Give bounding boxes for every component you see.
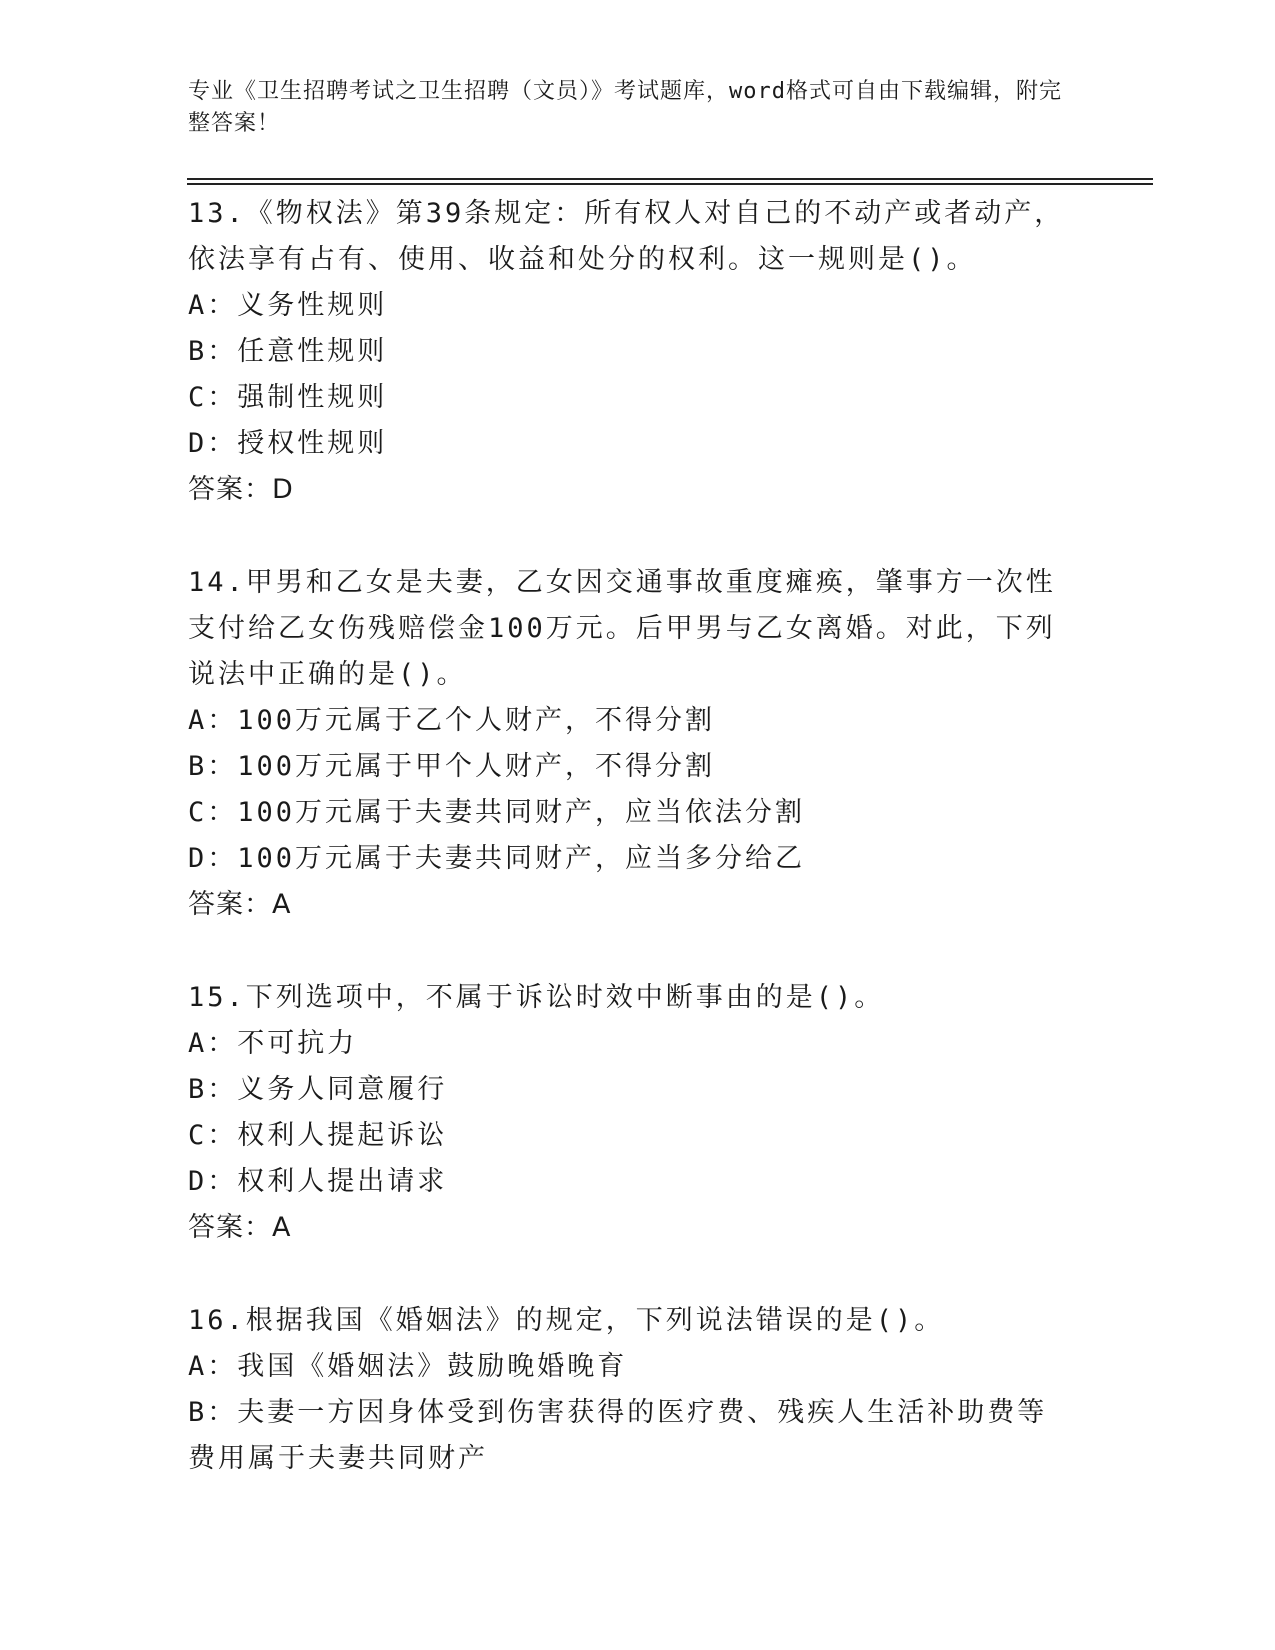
answer-text: 答案：D — [188, 474, 294, 505]
question-15 — [188, 975, 1068, 1251]
option-c: C：100万元属于夫妻共同财产，应当依法分割 — [188, 797, 806, 828]
option-a: A：义务性规则 — [188, 290, 388, 321]
question-13 — [188, 191, 1068, 513]
option-d: D：授权性规则 — [188, 428, 388, 459]
option-d: D：100万元属于夫妻共同财产，应当多分给乙 — [188, 843, 806, 874]
question-16 — [188, 1298, 1068, 1482]
question-stem: 16.根据我国《婚姻法》的规定，下列说法错误的是()。 — [188, 1305, 945, 1336]
answer-text: 答案：A — [188, 889, 292, 920]
header-divider-bottom — [187, 183, 1153, 185]
option-b: B：任意性规则 — [188, 336, 388, 367]
option-a: A：我国《婚姻法》鼓励晚婚晚育 — [188, 1351, 628, 1382]
option-b: B：夫妻一方因身体受到伤害获得的医疗费、残疾人生活补助费等费用属于夫妻共同财产 — [188, 1397, 1048, 1474]
option-b: B：100万元属于甲个人财产，不得分割 — [188, 751, 716, 782]
question-stem: 14.甲男和乙女是夫妻，乙女因交通事故重度瘫痪，肇事方一次性支付给乙女伤残赔偿金100万元。后甲男与乙女离婚。对此，下列说法中正确的是()。 — [188, 567, 1056, 690]
question-stem: 13.《物权法》第39条规定：所有权人对自己的不动产或者动产，依法享有占有、使用、收益和处分的权利。这一规则是()。 — [188, 198, 1065, 275]
questions-list — [188, 191, 1068, 1529]
option-a: A：不可抗力 — [188, 1028, 358, 1059]
option-b: B：义务人同意履行 — [188, 1074, 448, 1105]
option-c: C：权利人提起诉讼 — [188, 1120, 448, 1151]
option-a: A：100万元属于乙个人财产，不得分割 — [188, 705, 716, 736]
question-14 — [188, 560, 1068, 928]
question-stem: 15.下列选项中，不属于诉讼时效中断事由的是()。 — [188, 982, 885, 1013]
answer-text: 答案：A — [188, 1212, 292, 1243]
option-d: D：权利人提出请求 — [188, 1166, 448, 1197]
header-divider-top — [187, 178, 1153, 180]
document-header-description: 专业《卫生招聘考试之卫生招聘（文员）》考试题库，word格式可自由下载编辑，附完整答案！ — [188, 79, 1062, 136]
option-c: C：强制性规则 — [188, 382, 388, 413]
